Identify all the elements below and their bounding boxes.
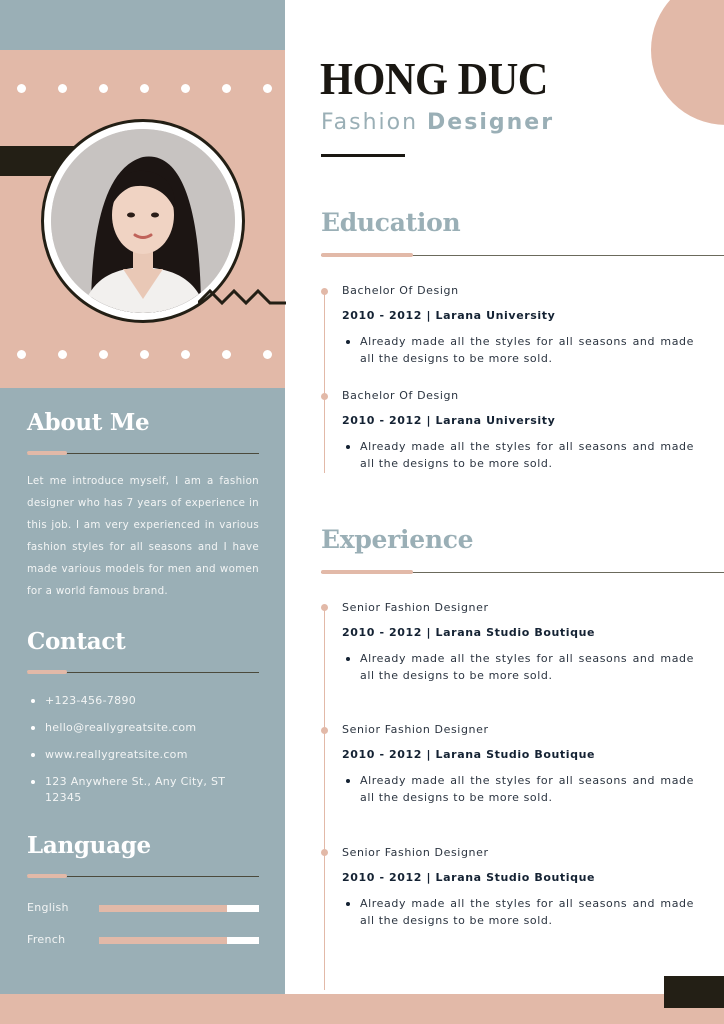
candidate-name: HONG DUC <box>320 53 548 104</box>
job-title-light: Fashion <box>321 110 419 135</box>
entry-meta: 2010 - 2012 | Larana Studio Boutique <box>342 748 596 761</box>
timeline-dot <box>321 393 328 400</box>
language-name: French <box>27 933 66 946</box>
experience-entry <box>342 600 694 684</box>
timeline-dot <box>321 604 328 611</box>
language-item <box>27 901 259 915</box>
about-text: Let me introduce myself, I am a fashion designer who has 7 years of experience in this job. I am very experienced in various fashion styles for all seasons and I have made various models for men and women for a world famous brand. <box>27 475 259 597</box>
contact-list <box>27 693 259 817</box>
entry-bullet: Already made all the styles for all seasons and made all the designs to be more sold. <box>342 772 694 806</box>
entry-bullets <box>342 895 694 929</box>
language-level-fill <box>99 905 227 912</box>
entry-bullet: Already made all the styles for all seasons and made all the designs to be more sold. <box>342 333 694 367</box>
language-level-bar <box>99 905 259 912</box>
contact-phone: +123-456-7890 <box>27 693 259 709</box>
entry-bullet: Already made all the styles for all seasons and made all the designs to be more sold. <box>342 650 694 684</box>
bottom-band <box>0 994 724 1024</box>
language-level-bar <box>99 937 259 944</box>
job-title-bold: Designer <box>427 110 555 135</box>
entry-meta: 2010 - 2012 | Larana Studio Boutique <box>342 626 596 639</box>
language-level-fill <box>99 937 227 944</box>
entry-meta: 2010 - 2012 | Larana University <box>342 309 556 322</box>
entry-bullets <box>342 333 694 367</box>
dot-row-bottom <box>17 350 272 359</box>
timeline-dot <box>321 288 328 295</box>
contact-heading: Contact <box>27 628 126 655</box>
education-heading: Education <box>321 208 461 237</box>
entry-meta: 2010 - 2012 | Larana University <box>342 414 556 427</box>
language-accent <box>27 874 67 878</box>
name-underline <box>321 154 405 157</box>
education-accent <box>321 253 413 257</box>
entry-role: Bachelor Of Design <box>342 284 459 297</box>
education-entry <box>342 388 694 472</box>
entry-role: Senior Fashion Designer <box>342 846 489 859</box>
dot-row-top <box>17 84 272 93</box>
contact-address: 123 Anywhere St., Any City, ST 12345 <box>27 774 259 806</box>
entry-bullets <box>342 772 694 806</box>
education-entry <box>342 283 694 367</box>
experience-entry <box>342 845 694 929</box>
timeline-dot <box>321 849 328 856</box>
job-title <box>321 110 554 135</box>
timeline-dot <box>321 727 328 734</box>
zigzag-decoration <box>198 283 286 311</box>
about-accent <box>27 451 67 455</box>
entry-bullet: Already made all the styles for all seasons and made all the designs to be more sold. <box>342 438 694 472</box>
entry-bullets <box>342 438 694 472</box>
entry-bullets <box>342 650 694 684</box>
contact-accent <box>27 670 67 674</box>
experience-entry <box>342 722 694 806</box>
entry-role: Bachelor Of Design <box>342 389 459 402</box>
bottom-dark-block <box>664 976 724 1008</box>
education-timeline <box>324 290 325 473</box>
entry-bullet: Already made all the styles for all seasons and made all the designs to be more sold. <box>342 895 694 929</box>
entry-role: Senior Fashion Designer <box>342 723 489 736</box>
language-item <box>27 933 259 947</box>
entry-role: Senior Fashion Designer <box>342 601 489 614</box>
experience-accent <box>321 570 413 574</box>
contact-email[interactable]: hello@reallygreatsite.com <box>27 720 259 736</box>
experience-timeline <box>324 606 325 990</box>
about-heading: About Me <box>27 409 150 436</box>
language-name: English <box>27 901 69 914</box>
corner-circle <box>651 0 724 125</box>
contact-website[interactable]: www.reallygreatsite.com <box>27 747 259 763</box>
entry-meta: 2010 - 2012 | Larana Studio Boutique <box>342 871 596 884</box>
language-heading: Language <box>27 832 151 859</box>
experience-heading: Experience <box>321 525 474 554</box>
